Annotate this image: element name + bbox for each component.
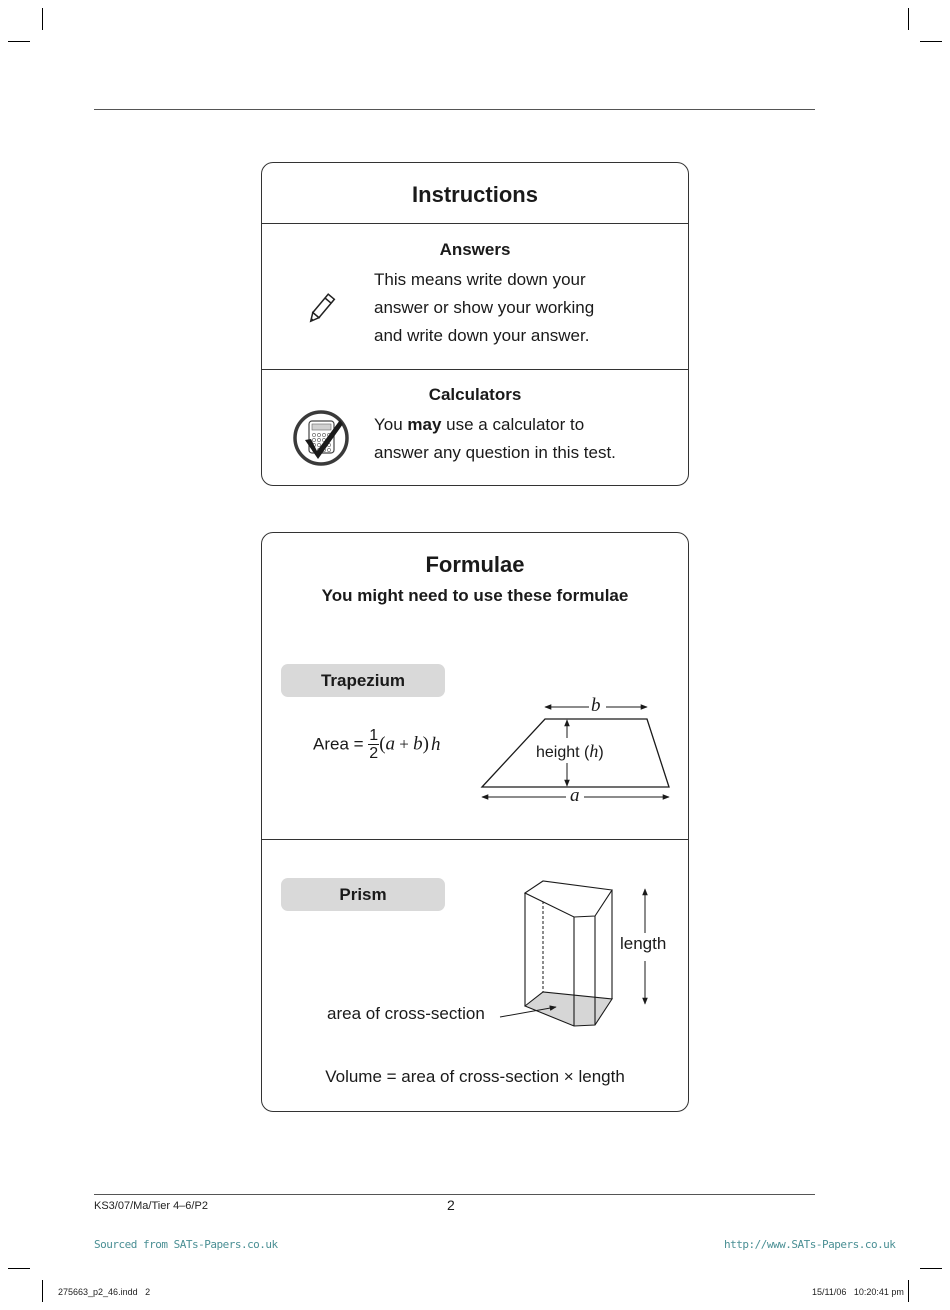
crop-mark <box>908 8 909 30</box>
formulae-title: Formulae <box>425 552 525 577</box>
expr-close: ) <box>422 733 429 755</box>
cross-section-label: area of cross-section <box>327 1004 485 1023</box>
answers-text <box>374 266 594 350</box>
cross-section-pointer <box>498 1003 562 1023</box>
crop-mark <box>42 1280 43 1302</box>
pencil-icon <box>306 291 336 327</box>
trapezium-diagram <box>472 693 682 813</box>
calc-text-pre: You <box>374 415 408 434</box>
height-var: h <box>589 741 599 761</box>
paper-code: KS3/07/Ma/Tier 4–6/P2 <box>94 1200 208 1212</box>
crop-mark <box>920 1268 942 1269</box>
area-prefix: Area = <box>313 734 364 754</box>
calculators-text <box>374 411 616 467</box>
expr-open: ( <box>379 733 386 755</box>
expr-plus: + <box>395 734 414 754</box>
divider <box>262 839 688 840</box>
expr-h: h <box>430 733 441 755</box>
divider <box>262 223 688 224</box>
crop-mark <box>8 41 30 42</box>
footer-rule <box>94 1194 815 1195</box>
print-timestamp: 15/11/06 10:20:41 pm <box>812 1287 904 1297</box>
crop-mark <box>8 1268 30 1269</box>
calc-text-bold: may <box>407 415 442 434</box>
answers-heading: Answers <box>439 240 511 259</box>
fraction-denominator: 2 <box>369 745 379 762</box>
height-close: ) <box>598 744 604 761</box>
crop-mark <box>908 1280 909 1302</box>
trapezium-label: Trapezium <box>281 664 445 697</box>
file-name: 275663_p2_46.indd 2 <box>58 1287 151 1297</box>
prism-label: Prism <box>281 878 445 911</box>
divider <box>262 369 688 370</box>
prism-volume-formula: Volume = area of cross-section × length <box>325 1067 625 1086</box>
crop-mark <box>42 8 43 30</box>
prism-length-label: length <box>620 934 667 953</box>
trapezium-top-label: b <box>591 695 601 716</box>
height-text: height ( <box>536 744 590 761</box>
expr-a: a <box>385 733 396 755</box>
instructions-title: Instructions <box>412 182 538 207</box>
page-number: 2 <box>447 1197 455 1213</box>
source-url[interactable]: http://www.SATs-Papers.co.uk <box>724 1238 896 1251</box>
calculators-line-1 <box>374 411 616 439</box>
formulae-subtitle: You might need to use these formulae <box>321 586 629 605</box>
trapezium-height-label <box>534 741 606 762</box>
header-rule <box>94 109 815 110</box>
one-half-fraction <box>368 727 379 762</box>
crop-mark <box>920 41 942 42</box>
calculators-heading: Calculators <box>428 385 522 404</box>
calculators-line-2: answer any question in this test. <box>374 443 616 462</box>
trapezium-area-formula <box>313 727 440 762</box>
expr-b: b <box>413 733 423 755</box>
answers-line: and write down your answer. <box>374 326 590 345</box>
calc-text-post: use a calculator to <box>441 415 585 434</box>
trapezium-bottom-label: a <box>570 785 580 806</box>
answers-line: This means write down your <box>374 270 586 289</box>
fraction-numerator: 1 <box>369 727 379 744</box>
formulae-box <box>261 532 689 1112</box>
instructions-box <box>261 162 689 486</box>
answers-line: answer or show your working <box>374 298 595 317</box>
calculator-icon <box>292 409 350 467</box>
source-credit: Sourced from SATs-Papers.co.uk <box>94 1238 278 1251</box>
